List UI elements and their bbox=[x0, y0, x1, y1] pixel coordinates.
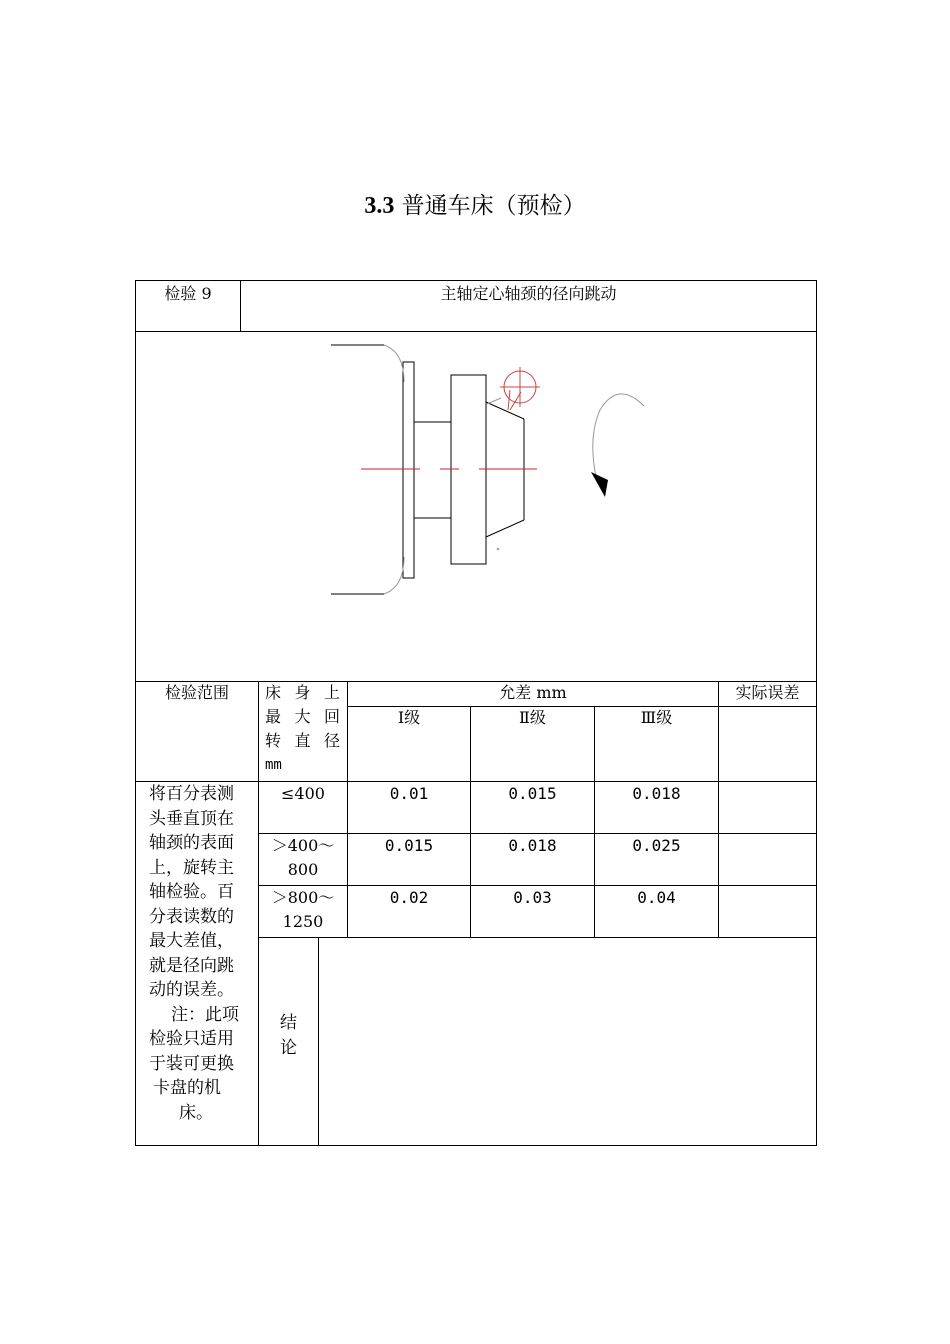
inspection-item-title: 主轴定心轴颈的径向跳动 bbox=[440, 284, 617, 303]
diameter-header: 床 身 上 最 大 回 转 直 径 mm bbox=[265, 683, 340, 773]
inspection-method-text: 将百分表测 头垂直顶在 轴颈的表面 上，旋转主 轴检验。百 分表读数的 最大差值， 就是径向跳 动的误差。 注：此项 检验只适用 于装可更换 卡盘的机 床。 bbox=[149, 782, 257, 1125]
dial-indicator bbox=[500, 367, 540, 410]
rotation-arrow-head bbox=[591, 472, 608, 497]
actual-error-header: 实际误差 bbox=[735, 683, 800, 702]
row2-grade1: 0.015 bbox=[384, 836, 434, 855]
rotation-arrow-arc bbox=[593, 394, 644, 477]
flange-plate bbox=[403, 362, 414, 578]
row1-diameter: ≤400 bbox=[281, 784, 325, 803]
border-top bbox=[135, 280, 817, 281]
spindle-diagram bbox=[136, 332, 816, 682]
section-title: 普通车床（预检） bbox=[401, 193, 586, 219]
border-right bbox=[816, 280, 817, 1146]
scope-header: 检验范围 bbox=[164, 683, 229, 702]
inspection-number: 检验 9 bbox=[164, 284, 212, 303]
note-text: 注：此项 bbox=[171, 1004, 239, 1025]
row3-diameter: ＞800～ 1250 bbox=[271, 888, 335, 931]
inspection-sheet bbox=[135, 280, 817, 1146]
row2-diameter: ＞400～ 800 bbox=[271, 836, 335, 879]
conclusion-label: 结 论 bbox=[280, 1013, 297, 1058]
tolerance-divider bbox=[718, 681, 719, 938]
grade-3-header: Ⅲ级 bbox=[640, 708, 673, 727]
row1-grade2: 0.015 bbox=[508, 784, 557, 803]
marker-dot bbox=[497, 548, 499, 550]
conclusion-field[interactable] bbox=[319, 938, 816, 1145]
row1-grade3: 0.018 bbox=[632, 784, 681, 803]
grade-1-header: Ⅰ级 bbox=[397, 708, 421, 727]
row2-grade2: 0.018 bbox=[508, 836, 557, 855]
row1-grade1: 0.01 bbox=[389, 784, 429, 803]
row3-grade2: 0.03 bbox=[513, 888, 552, 907]
taper-hatch bbox=[487, 398, 501, 404]
row3-grade3: 0.04 bbox=[637, 888, 676, 907]
border-bottom bbox=[135, 1145, 817, 1146]
chuck-arc-top bbox=[384, 345, 404, 382]
taper-bottom bbox=[486, 520, 524, 537]
grade-2-header: Ⅱ级 bbox=[519, 708, 546, 727]
page-title bbox=[0, 187, 950, 220]
row2-grade3: 0.025 bbox=[632, 836, 681, 855]
tolerance-header: 允差 mm bbox=[499, 683, 567, 702]
section-number: 3.3 bbox=[364, 193, 395, 219]
chuck-arc-bottom bbox=[384, 557, 404, 594]
row3-grade1: 0.02 bbox=[389, 888, 429, 907]
taper-top bbox=[486, 402, 524, 419]
